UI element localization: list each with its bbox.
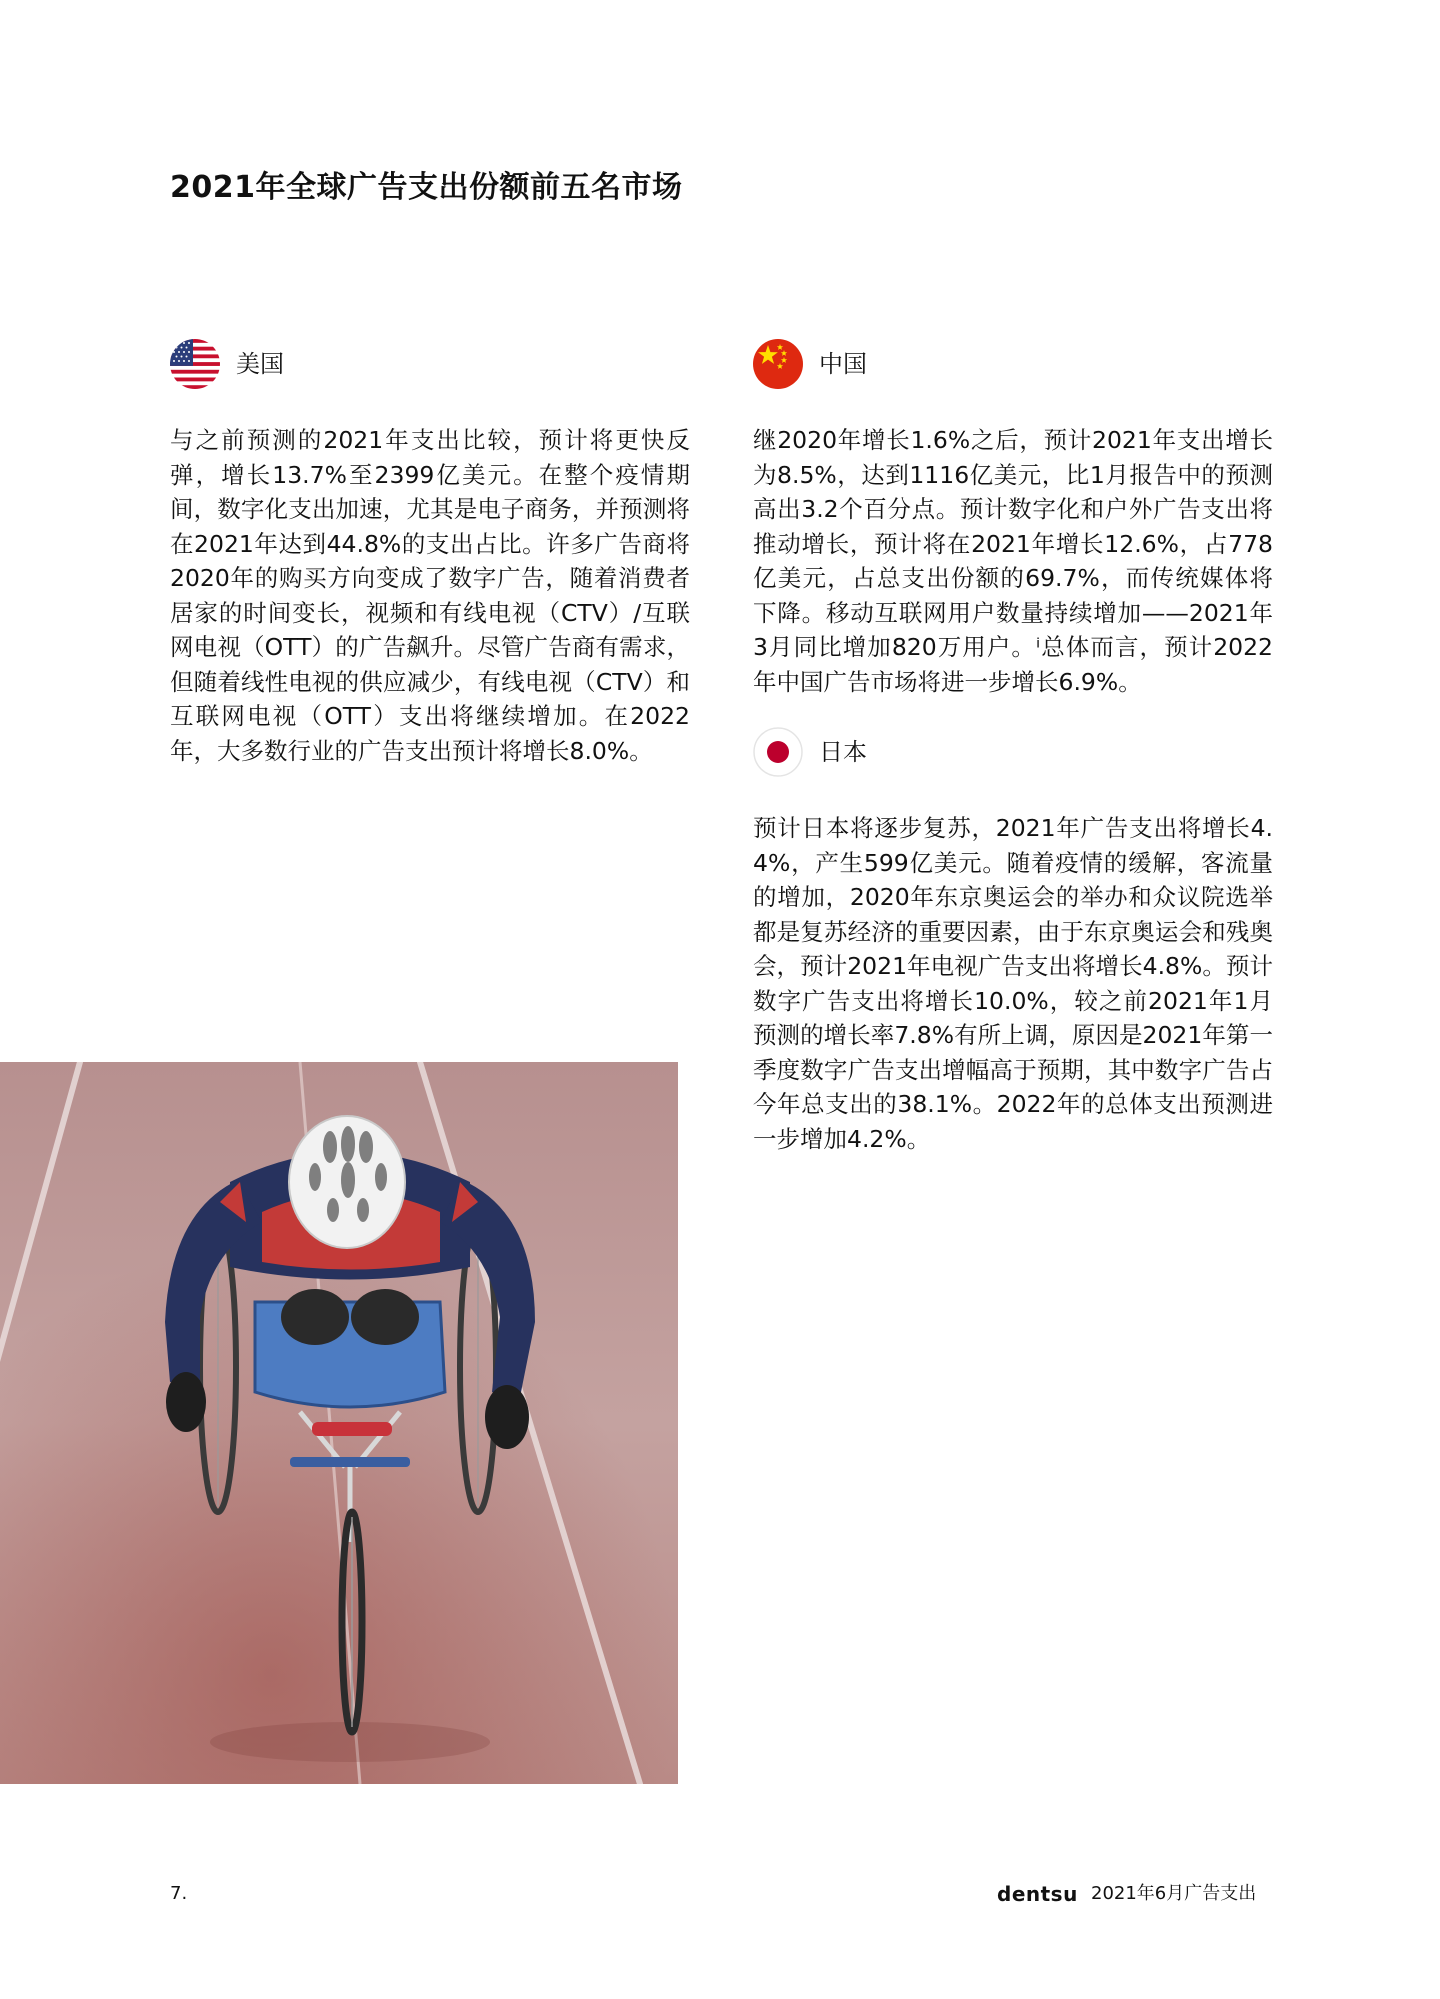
china-heading [753, 337, 1273, 391]
china-paragraph: 继2020年增长1.6%之后，预计2021年支出增长为8.5%，达到1116亿美元，比1月报告中的预测高出3.2个百分点。预计数字化和户外广告支出将推动增长，预计将在2021年增长12.6%，占778亿美元，占总支出份额的69.7%，而传统媒体将下降。移动互联网用户数量持续增加——2021年3月同比增加820万用户。ⁱ总体而言，预计2022年中国广告市场将进一步增长6.9%。 [753, 426, 1273, 696]
japan-name: 日本 [819, 738, 867, 766]
china-section [753, 337, 1273, 699]
usa-name: 美国 [236, 350, 284, 378]
page-title: 2021年全球广告支出份额前五名市场 [170, 170, 683, 205]
japan-heading [753, 725, 1273, 779]
right-column [753, 337, 1273, 1156]
wheelchair-racer-photo [0, 1062, 678, 1784]
footer-brand-logo: dentsu [997, 1882, 1078, 1906]
japan-section [753, 725, 1273, 1156]
footer-page-number: 7. [170, 1883, 188, 1904]
japan-paragraph: 预计日本将逐步复苏，2021年广告支出将增长4.4%，产生599亿美元。随着疫情的缓解，客流量的增加，2020年东京奥运会的举办和众议院选举都是复苏经济的重要因素，由于东京奥运会和残奥会，预计2021年电视广告支出将增长4.8%。预计数字广告支出将增长10.0%，较之前2021年1月预测的增长率7.8%有所上调，原因是2021年第一季度数字广告支出增幅高于预期，其中数字广告占今年总支出的38.1%。2022年的总体支出预测进一步增加4.2%。 [753, 814, 1273, 1153]
japan-flag-icon [753, 727, 803, 777]
usa-heading [170, 337, 690, 391]
china-flag-icon [753, 339, 803, 389]
china-name: 中国 [819, 350, 867, 378]
us-flag-icon [170, 339, 220, 389]
footer-report-title: 2021年6月广告支出 [1091, 1883, 1257, 1904]
usa-paragraph: 与之前预测的2021年支出比较，预计将更快反弹，增长13.7%至2399亿美元。在整个疫情期间，数字化支出加速，尤其是电子商务，并预测将在2021年达到44.8%的支出占比。许多广告商将2020年的购买方向变成了数字广告，随着消费者居家的时间变长，视频和有线电视（CTV）/互联网电视（OTT）的广告飙升。尽管广告商有需求，但随着线性电视的供应减少，有线电视（CTV）和互联网电视（OTT）支出将继续增加。在2022年，大多数行业的广告支出预计将增长8.0%。 [170, 426, 690, 765]
usa-section [170, 337, 690, 768]
